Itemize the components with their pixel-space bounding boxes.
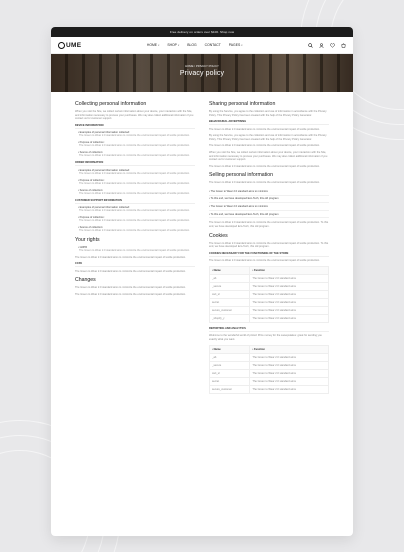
necessary-cookies-intro: The Green to Wear 2.0 standard aims to minimize the environmental impact of textile production.: [209, 259, 320, 263]
sharing-paragraph-2: The Green to Wear 2.0 standard aims to minimize the environmental impact of textile production.: [209, 127, 320, 131]
table-cell: The Green to Wear 2.0 standard aims: [250, 361, 329, 369]
necessary-cookies-heading: COOKIES NECESSARY FOR THE FUNCTIONING OF THE STORE: [209, 252, 329, 257]
table-cell: secure_customer: [210, 306, 250, 314]
section-title-selling: Selling personal information: [209, 172, 274, 179]
info-item-text: The Green to Wear 2.0 standard aims to minimize the environmental impact of textile production.: [79, 209, 190, 213]
table-cell: secure_customer: [210, 385, 250, 393]
table-cell: secret: [210, 377, 250, 385]
selling-list-item: • The Green to Wear 2.0 standard aims to minimize: [209, 203, 329, 211]
selling-outro: The Green to Wear 2.0 standard aims to minimize the environmental impact of textile production. To this end, we have developed Eco-Tech, this old program.: [209, 221, 329, 228]
info-item: [75, 141, 195, 148]
table-cell: The Green to Wear 2.0 standard aims: [250, 298, 329, 306]
table-row: [210, 361, 329, 369]
rights-paragraph-2: The Green to Wear 2.0 standard aims to minimize the environmental impact of textile production.: [75, 269, 186, 273]
selling-intro: The Green to Wear 2.0 standard aims to minimize the environmental impact of textile production.: [209, 181, 320, 185]
announcement-bar: Free delivery on orders over $100. Shop now: [51, 27, 353, 37]
info-item-title: • Examples of personal information collected:: [78, 131, 130, 135]
sharing-paragraph-1: By using the Service, you agree to the collection and use of information in accordance with the Privacy Policy. This Privacy Policy has been created with the help of the Privacy Policy Generator.: [209, 110, 327, 117]
gdpr-text: The Green to Wear 2.0 standard aims to minimize the environmental impact of textile production.: [79, 248, 190, 252]
changes-paragraph-1: The Green to Wear 2.0 standard aims to minimize the environmental impact of textile production.: [75, 286, 186, 290]
info-item-text: The Green to Wear 2.0 standard aims to minimize the environmental impact of textile production.: [79, 191, 190, 195]
table-row: [210, 353, 329, 361]
sharing-paragraph-3: By using the Service, you agree to the collection and use of information in accordance with the Privacy Policy. This Privacy Policy has been created with the help of the Privacy Policy Generator.: [209, 134, 327, 141]
section-title-collecting: Collecting personal information: [75, 101, 147, 107]
sharing-paragraph-6: The Green to Wear 2.0 standard aims to minimize the environmental impact of textile production.: [209, 164, 320, 168]
info-item: [75, 189, 195, 196]
info-item: [75, 226, 195, 233]
info-item: [75, 169, 195, 176]
info-item-text: The Green to Wear 2.0 standard aims to minimize the environmental impact of textile production.: [79, 134, 190, 138]
info-item: [75, 151, 195, 158]
order-info-heading: ORDER INFORMATION: [75, 161, 195, 166]
sharing-paragraph-4: The Green to Wear 2.0 standard aims to minimize the environmental impact of textile production.: [209, 144, 320, 148]
table-header-row: [210, 345, 329, 353]
table-cell: The Green to Wear 2.0 standard aims: [250, 306, 329, 314]
table-row: [210, 274, 329, 282]
table-cell: The Green to Wear 2.0 standard aims: [250, 290, 329, 298]
left-column: [75, 101, 195, 398]
table-cell: _shopify_y: [210, 314, 250, 322]
table-cell: The Green to Wear 2.0 standard aims: [250, 377, 329, 385]
account-icon[interactable]: [319, 43, 324, 48]
table-cell: cart_sl: [210, 290, 250, 298]
info-item-title: • Purpose of collection:: [78, 178, 105, 182]
section-title-rights: Your rights: [75, 236, 100, 243]
nav-item-label: SHOP: [167, 43, 177, 47]
table-header-cell: • Name: [210, 345, 250, 353]
info-item-title: • Purpose of collection:: [78, 216, 105, 220]
info-item-title: • Source of collection:: [78, 226, 103, 230]
cart-icon[interactable]: [341, 43, 346, 48]
table-cell: The Green to Wear 2.0 standard aims: [250, 353, 329, 361]
table-cell: secret: [210, 298, 250, 306]
table-row: [210, 385, 329, 393]
page-title: Privacy policy: [179, 70, 225, 77]
device-info-list: [75, 131, 195, 158]
selling-list-item: • To this end, we have developed Eco-Tech, this old program: [209, 211, 329, 219]
browser-page: [51, 27, 353, 536]
table-header-cell: • Function: [250, 345, 329, 353]
table-row: [210, 298, 329, 306]
chevron-down-icon: ▾: [158, 44, 160, 47]
nav-item-blog[interactable]: [187, 43, 196, 47]
table-header-cell: • Function: [250, 266, 329, 274]
selling-list-item: • The Green to Wear 2.0 standard aims to minimize: [209, 188, 329, 196]
table-cell: _ab: [210, 274, 250, 282]
table-cell: cart_sl: [210, 369, 250, 377]
table-cell: _secure: [210, 282, 250, 290]
right-column: [209, 101, 329, 398]
table-row: [210, 282, 329, 290]
search-icon[interactable]: [308, 43, 313, 48]
reporting-heading: REPORTING AND ANALYTICS: [209, 327, 329, 332]
info-item-title: • Examples of personal information collected:: [78, 206, 130, 210]
table-cell: _secure: [210, 361, 250, 369]
info-item-text: The Green to Wear 2.0 standard aims to minimize the environmental impact of textile production.: [79, 219, 190, 223]
selling-list: [209, 188, 329, 218]
table-cell: The Green to Wear 2.0 standard aims: [250, 385, 329, 393]
order-info-list: [75, 169, 195, 196]
info-item-text: The Green to Wear 2.0 standard aims to minimize the environmental impact of textile production.: [79, 181, 190, 185]
table-row: [210, 306, 329, 314]
nav-item-contact[interactable]: [205, 43, 221, 47]
info-item-text: The Green to Wear 2.0 standard aims to minimize the environmental impact of textile production.: [79, 229, 190, 233]
page-hero-banner: [51, 54, 353, 92]
info-item-text: The Green to Wear 2.0 standard aims to minimize the environmental impact of textile production.: [79, 154, 190, 158]
wishlist-icon[interactable]: [330, 43, 335, 48]
collecting-intro: When you visit the Site, we collect certain information about your device, your interaction with the Site, and information necessary to process your purchases. We may also collect additional information if you contact us for customer support.: [75, 110, 194, 121]
table-cell: The Green to Wear 2.0 standard aims: [250, 369, 329, 377]
cookies-intro: The Green to Wear 2.0 standard aims to minimize the environmental impact of textile production. To this end, we have developed Eco-Tech, this old program.: [209, 241, 329, 249]
support-info-list: [75, 206, 195, 233]
device-info-heading: DEVICE INFORMATION: [75, 124, 195, 129]
rights-paragraph-1: The Green to Wear 2.0 standard aims to minimize the environmental impact of textile production.: [75, 255, 186, 259]
main-header: [51, 37, 353, 54]
nav-item-label: BLOG: [187, 43, 197, 47]
info-item: [75, 206, 195, 213]
info-item-title: • Examples of personal information collected:: [78, 168, 130, 172]
nav-item-pages[interactable]: [229, 43, 243, 47]
table-row: [210, 290, 329, 298]
table-cell: The Green to Wear 2.0 standard aims: [250, 282, 329, 290]
necessary-cookies-table: [209, 266, 329, 323]
policy-content: [51, 92, 353, 398]
support-info-heading: CUSTOMER SUPPORT INFORMATION: [75, 199, 195, 204]
section-title-cookies: Cookies: [209, 232, 228, 239]
info-item-title: • Purpose of collection:: [78, 141, 105, 145]
logo-mark-icon: [58, 42, 65, 49]
behavioural-heading: BEHAVIOURAL ADVERTISING: [209, 120, 329, 125]
reporting-intro: Welcome to the wonderful world of prizes! Prize money for the sweepstakes: great for sending you exactly what you want.: [209, 334, 322, 341]
gdpr-label: • GDPR: [78, 245, 88, 249]
table-header-cell: • Name: [210, 266, 250, 274]
logo-text: UME: [66, 41, 82, 49]
breadcrumb[interactable]: HOME / PRIVACY POLICY: [185, 64, 219, 68]
info-item-title: • Source of collection:: [78, 151, 103, 155]
reporting-cookies-table: [209, 345, 329, 394]
nav-item-label: CONTACT: [204, 43, 221, 47]
changes-paragraph-2: The Green to Wear 2.0 standard aims to minimize the environmental impact of textile production.: [75, 293, 186, 297]
info-item: [75, 216, 195, 223]
nav-item-label: HOME: [146, 43, 158, 47]
main-menu: [81, 43, 308, 47]
sharing-paragraph-5: When you visit the Site, we collect certain information about your device, your interaction with the Site, and information necessary to process your purchases. We may also collect additional information if you contact us for customer support.: [209, 151, 328, 162]
chevron-down-icon: ▾: [177, 44, 180, 47]
info-item-text: The Green to Wear 2.0 standard aims to minimize the environmental impact of textile production.: [79, 144, 190, 148]
table-row: [210, 369, 329, 377]
table-row: [210, 314, 329, 322]
gdpr-item: [75, 246, 195, 253]
section-title-sharing: Sharing personal information: [209, 101, 276, 107]
table-cell: The Green to Wear 2.0 standard aims: [250, 274, 329, 282]
ccpa-heading: CCPA: [75, 262, 195, 267]
info-item: [75, 179, 195, 186]
section-title-changes: Changes: [75, 277, 96, 284]
info-item-title: • Source of collection:: [78, 188, 103, 192]
nav-item-home[interactable]: [147, 43, 159, 47]
nav-item-label: PAGES: [228, 43, 241, 47]
info-item: [75, 131, 195, 138]
chevron-down-icon: ▾: [241, 44, 243, 47]
site-logo[interactable]: [58, 42, 81, 49]
table-row: [210, 377, 329, 385]
info-item-text: The Green to Wear 2.0 standard aims to minimize the environmental impact of textile production.: [79, 171, 190, 175]
table-cell: _ab: [210, 353, 250, 361]
selling-list-item: • To this end, we have developed Eco-Tech, this old program: [209, 196, 329, 204]
header-icons: [308, 43, 346, 48]
nav-item-shop[interactable]: [167, 43, 179, 47]
table-cell: The Green to Wear 2.0 standard aims: [250, 314, 329, 322]
table-header-row: [210, 266, 329, 274]
